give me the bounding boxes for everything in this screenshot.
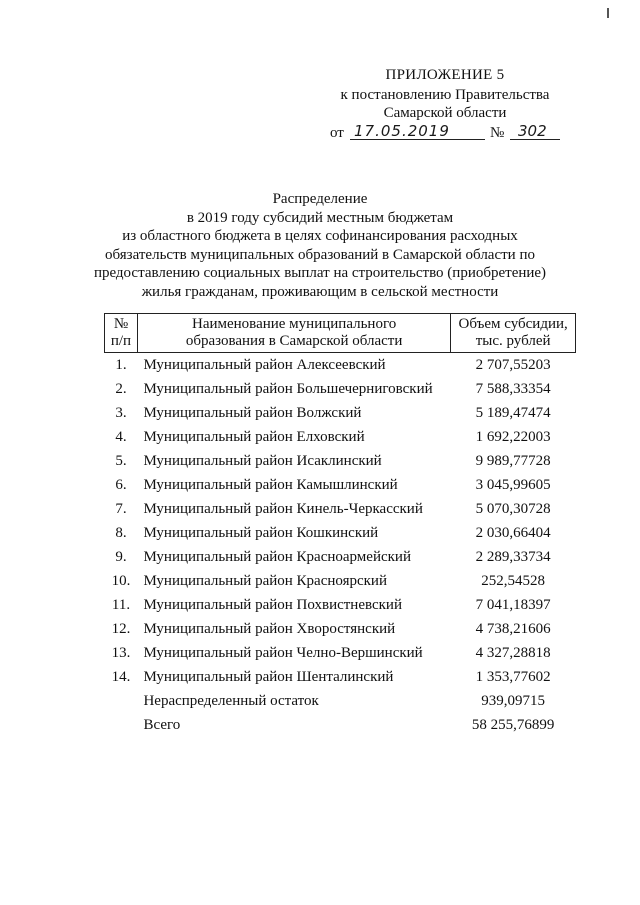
row-name: Муниципальный район Челно-Вершинский: [143, 645, 423, 661]
header-name-line-2: образования в Самарской области: [185, 333, 403, 349]
table-row: [105, 569, 576, 593]
header-name: [137, 314, 450, 353]
table-row: [105, 593, 576, 617]
row-name: Муниципальный район Волжский: [143, 405, 362, 421]
table-row: [105, 425, 576, 449]
heading-line: Распределение: [272, 191, 368, 207]
row-value: 1 692,22003: [475, 429, 551, 445]
row-number: 5.: [115, 453, 127, 469]
row-name: Муниципальный район Шенталинский: [143, 669, 394, 685]
row-number: 1.: [115, 357, 127, 373]
table-row: [105, 473, 576, 497]
header-name-line-1: Наименование муниципального: [191, 316, 397, 332]
row-number: 8.: [115, 525, 127, 541]
row-name: Всего: [143, 717, 181, 733]
row-value: 7 588,33354: [475, 381, 551, 397]
table-header: [105, 314, 576, 353]
table-row: [105, 689, 576, 713]
row-number: [105, 713, 138, 737]
scan-mark: [607, 8, 609, 18]
date-prefix: от: [330, 125, 344, 141]
appendix-line-2: Самарской области: [383, 105, 507, 121]
row-number: 7.: [115, 501, 127, 517]
row-value: 939,09715: [481, 693, 545, 709]
row-value: 7 041,18397: [475, 597, 551, 613]
table-row: [105, 449, 576, 473]
appendix-line-1: к постановлению Правительства: [340, 87, 550, 103]
row-number: 9.: [115, 549, 127, 565]
row-name: Муниципальный район Хворостянский: [143, 621, 396, 637]
heading-line: обязательств муниципальных образований в Самарской области по: [105, 246, 535, 263]
header-value-line-1: Объем субсидии,: [458, 316, 568, 332]
row-name: Муниципальный район Кошкинский: [143, 525, 379, 541]
row-value: 4 327,28818: [475, 645, 551, 661]
subsidy-table: [104, 313, 576, 737]
row-number: 14.: [111, 669, 131, 685]
row-number: 11.: [111, 597, 131, 613]
heading-line: предоставлению социальных выплат на строительство (приобретение): [93, 265, 547, 281]
number-prefix: №: [490, 125, 505, 141]
row-value: 58 255,76899: [471, 717, 555, 733]
heading-line: в 2019 году субсидий местным бюджетам: [186, 209, 454, 226]
table-row: [105, 617, 576, 641]
row-name: Муниципальный район Кинель-Черкасский: [143, 501, 423, 517]
row-value: 2 030,66404: [475, 525, 551, 541]
row-name: Муниципальный район Алексеевский: [143, 357, 386, 373]
row-name: Муниципальный район Красноярский: [143, 573, 387, 589]
heading-line: жилья гражданам, проживающим в сельской местности: [141, 283, 499, 300]
row-name: Муниципальный район Красноармейский: [143, 549, 411, 565]
row-number: 2.: [115, 381, 127, 397]
row-value: 252,54528: [481, 573, 545, 589]
decree-date-number: [330, 122, 590, 144]
handwritten-number: 302: [518, 122, 547, 140]
row-value: 3 045,99605: [475, 477, 551, 493]
row-value: 2 707,55203: [475, 357, 551, 373]
row-name: Муниципальный район Большечерниговский: [143, 381, 433, 397]
row-value: 5 189,47474: [475, 405, 551, 421]
row-name: Муниципальный район Похвистневский: [143, 597, 402, 613]
table-body: [105, 353, 576, 738]
header-value: [451, 314, 576, 353]
table-row: [105, 521, 576, 545]
row-name: Муниципальный район Исаклинский: [143, 453, 382, 469]
handwritten-date: 17.05.2019: [354, 122, 450, 140]
table-header-row: [105, 314, 576, 353]
row-number: 12.: [111, 621, 131, 637]
table-row: [105, 641, 576, 665]
row-number: 13.: [111, 645, 131, 661]
header-number: [105, 314, 138, 353]
document-heading: [70, 190, 570, 301]
row-number: 4.: [115, 429, 127, 445]
table-row: [105, 401, 576, 425]
row-value: 4 738,21606: [475, 621, 551, 637]
row-name: Муниципальный район Камышлинский: [143, 477, 398, 493]
row-value: 2 289,33734: [475, 549, 551, 565]
heading-line: из областного бюджета в целях софинансирования расходных: [122, 228, 518, 244]
row-name: Нераспределенный остаток: [143, 693, 319, 709]
table-row: [105, 665, 576, 689]
header-number-line-1: №: [113, 316, 129, 332]
header-value-line-2: тыс. рублей: [475, 333, 551, 349]
row-value: 5 070,30728: [475, 501, 551, 517]
row-name: Муниципальный район Елховский: [143, 429, 365, 445]
row-number: 10.: [111, 573, 131, 589]
appendix-title: ПРИЛОЖЕНИЕ 5: [385, 67, 505, 83]
table-row: [105, 545, 576, 569]
row-value: 9 989,77728: [475, 453, 551, 469]
table-row: [105, 497, 576, 521]
table-row: [105, 353, 576, 378]
table-row: [105, 713, 576, 737]
row-value: 1 353,77602: [475, 669, 551, 685]
table-row: [105, 377, 576, 401]
row-number: 3.: [115, 405, 127, 421]
row-number: [105, 689, 138, 713]
row-number: 6.: [115, 477, 127, 493]
header-number-line-2: п/п: [110, 333, 132, 349]
